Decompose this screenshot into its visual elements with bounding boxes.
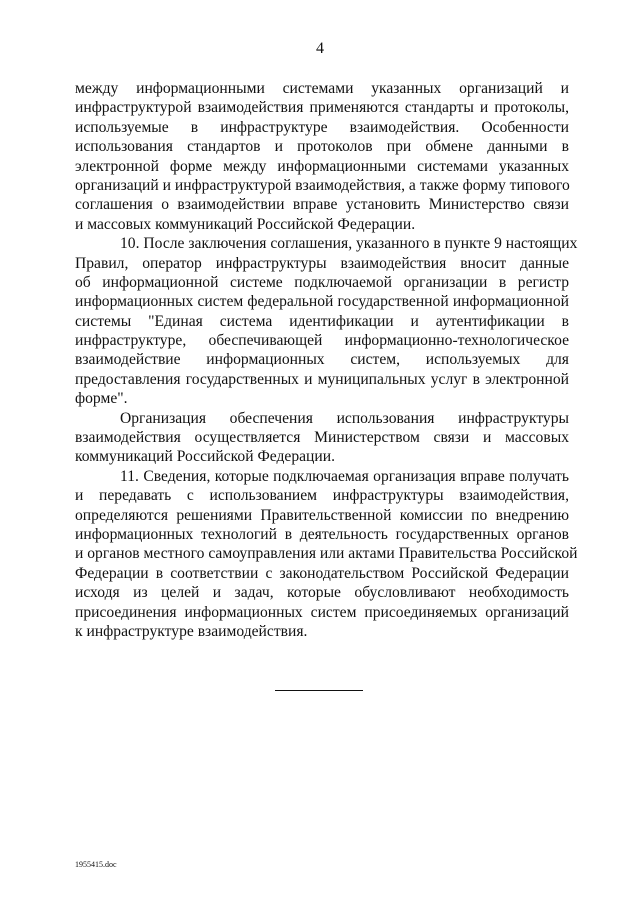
page-number: 4 [316, 40, 324, 57]
text-line: между информационными системами указанных организаций и [75, 80, 569, 97]
text-line: информационных систем федеральной государственной информационной [75, 293, 569, 311]
text-line: информационных технологий в деятельность государственных органов [75, 525, 569, 543]
text-line: определяются решениями Правительственной комиссии по внедрению [75, 506, 569, 524]
text-line: используемые в инфраструктуре взаимодействия. Особенности [75, 118, 569, 136]
paragraph [75, 409, 569, 467]
document-filename-footer: 1955415.doc [75, 860, 117, 869]
text-line: Правил, оператор инфраструктуры взаимодействия вносит данные [75, 254, 569, 272]
text-line: предоставления государственных и муниципальных услуг в электронной [75, 370, 569, 388]
text-line: использования стандартов и протоколов при обмене данными в [75, 138, 569, 156]
text-line: взаимодействия осуществляется Министерством связи и массовых [75, 429, 569, 447]
text-line: и массовых коммуникаций Российской Федерации. [75, 215, 416, 233]
paragraph [75, 79, 569, 234]
text-line: системы "Единая система идентификации и аутентификации в [75, 312, 569, 330]
text-line: и передавать с использованием инфраструктуры взаимодействия, [75, 487, 569, 505]
text-line: инфраструктурой взаимодействия применяются стандарты и протоколы, [75, 99, 569, 117]
text-line: организаций и инфраструктурой взаимодействия, а также форму типового [75, 176, 570, 194]
text-line: исходя из целей и задач, которые обусловливают необходимость [75, 584, 569, 602]
end-separator-line [275, 690, 363, 691]
text-line: об информационной системе подключаемой организации в регистр [75, 273, 569, 291]
paragraph [75, 467, 578, 642]
text-line: электронной форме между информационными системами указанных [75, 157, 569, 175]
text-line: соглашения о взаимодействии вправе установить Министерство связи [75, 196, 569, 214]
paragraph [75, 234, 578, 409]
text-line: 10. После заключения соглашения, указанного в пункте 9 настоящих [120, 235, 578, 253]
document-body [75, 79, 578, 641]
text-line: присоединения информационных систем присоединяемых организаций [75, 603, 569, 621]
text-line: инфраструктуре, обеспечивающей информационно-технологическое [75, 332, 569, 350]
text-line: 11. Сведения, которые подключаемая организация вправе получать [120, 467, 569, 485]
text-line: и органов местного самоуправления или актами Правительства Российской [75, 545, 578, 563]
text-line: взаимодействие информационных систем, используемых для [75, 351, 569, 369]
text-line: к инфраструктуре взаимодействия. [75, 622, 308, 640]
text-line: коммуникаций Российской Федерации. [75, 448, 335, 466]
text-line: Организация обеспечения использования инфраструктуры [120, 409, 569, 427]
text-line: Федерации в соответствии с законодательством Российской Федерации [75, 564, 569, 582]
text-line: форме". [75, 390, 128, 408]
